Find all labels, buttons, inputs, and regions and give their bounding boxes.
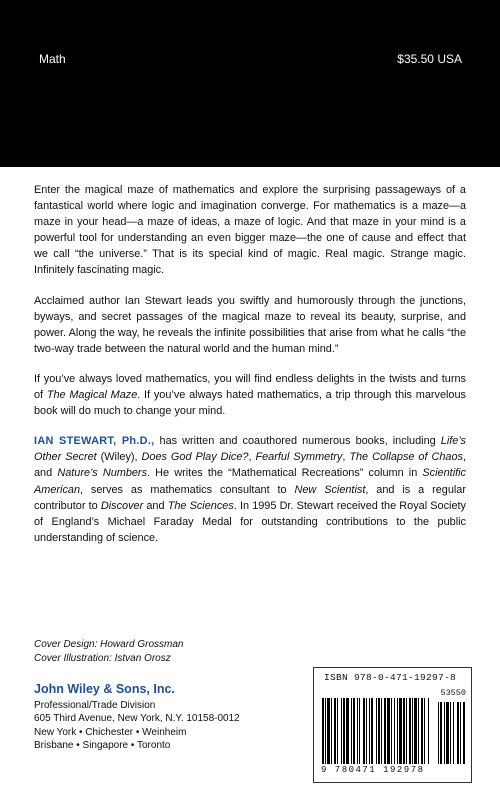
book-title: The Magical Maze [46, 389, 138, 402]
barcode-bar [418, 698, 419, 764]
publisher-block [34, 683, 240, 753]
author-name: IAN STEWART, Ph.D., [34, 435, 155, 448]
barcode-bar [366, 698, 367, 764]
barcode-bar [428, 698, 429, 764]
barcode-bar [334, 698, 336, 764]
publication-title: The Sciences [167, 499, 234, 512]
text-run: (Wiley), [96, 451, 142, 464]
book-title: Life’s Other Secret [34, 435, 466, 464]
cover-credits [34, 638, 184, 666]
barcode-bar [440, 702, 442, 764]
barcode-bar [463, 702, 465, 764]
book-title: Does God Play Dice? [141, 451, 249, 464]
barcode-bar [346, 698, 349, 764]
text-run: , and is a regular contributor to [34, 483, 466, 512]
barcode-bar [409, 698, 411, 764]
publisher-cities-2: Brisbane • Singapore • Toronto [34, 740, 171, 752]
paragraph-loved-hated [34, 371, 466, 419]
barcode-bar [453, 702, 454, 764]
publisher-division: Professional/Trade Division [34, 699, 156, 711]
barcode-bar [381, 698, 382, 764]
barcode-bar [399, 698, 402, 764]
book-title: Nature’s Numbers [57, 467, 148, 480]
barcode-bar [446, 702, 449, 764]
text-run: . He writes the “Mathematical Recreations” column in [147, 467, 423, 480]
barcode-bar [357, 698, 358, 764]
publisher-address: 605 Third Avenue, New York, N.Y. 10158-0012 [34, 713, 240, 725]
paragraph-intro: Enter the magical maze of mathematics and explore the surprising passageways of a fantastical world where logic and imagination converge. For mathematics is a maze—a maze in your head—a maze of ideas, a maze of logic. And that maze in your mind is a powerful tool for understanding an even bigger maze—the one of cause and effect that we call “the universe.” That is its special kind of magic. Real magic. Strange magic. Infinitely fascinating magic. [34, 184, 466, 277]
barcode-bar [384, 698, 386, 764]
isbn-label: ISBN 978-0-471-19297-8 [324, 672, 457, 683]
barcode-bar [363, 698, 365, 764]
cover-design-credit: Cover Design: Howard Grossman [34, 639, 184, 650]
barcode-bar [327, 698, 330, 764]
barcode-bar [421, 698, 423, 764]
barcode-bar [450, 702, 451, 764]
barcode-bar [424, 698, 425, 764]
back-cover-text [34, 182, 466, 564]
text-run: . In 1995 Dr. Stewart received the Royal Society of England’s Michael Faraday Medal for outstanding contributions to the public understanding of science. [34, 499, 466, 544]
barcode-bar [391, 698, 392, 764]
barcode-bar [414, 698, 417, 764]
barcode-bar [394, 698, 395, 764]
text-run: If you’ve always loved mathematics, you will find endless delights in the twists and turns of [34, 372, 466, 402]
barcode-bar [387, 698, 390, 764]
barcode-bar [343, 698, 345, 764]
text-run: , [248, 451, 256, 464]
barcode-bar [412, 698, 413, 764]
text-run: has written and coauthored numerous books, including [154, 435, 441, 448]
barcode-bar [406, 698, 407, 764]
barcode-bar [351, 698, 352, 764]
book-title: The Collapse of Chaos [349, 451, 463, 464]
barcode-bar [376, 698, 377, 764]
barcode-bar [353, 698, 355, 764]
barcode-bar [325, 698, 326, 764]
barcode-bar [403, 698, 405, 764]
barcode-bar [397, 698, 398, 764]
text-run: , [342, 451, 350, 464]
cover-illustration-credit: Cover Illustration: Istvan Orosz [34, 653, 171, 664]
price-label: $35.50 USA [397, 52, 462, 66]
paragraph-author-bio [34, 433, 466, 546]
text-run: and [143, 499, 168, 512]
barcode-bar [438, 702, 439, 764]
publication-title: Discover [100, 499, 144, 512]
barcode-bar [341, 698, 342, 764]
publication-title: New Scientist [294, 483, 366, 496]
top-band [0, 0, 500, 167]
barcode-bar [378, 698, 380, 764]
category-label: Math [39, 52, 66, 66]
publisher-name: John Wiley & Sons, Inc. [34, 682, 175, 696]
ean-digits: 9 780471 192978 [321, 765, 425, 775]
barcode-bar [337, 698, 338, 764]
price-code: 53550 [440, 688, 466, 698]
barcode-bar [322, 698, 324, 764]
barcode-bar [371, 698, 373, 764]
barcode-bar [460, 702, 461, 764]
barcode-box [313, 667, 472, 783]
barcode-bar [444, 702, 445, 764]
text-run: , serves as mathematics consultant to [80, 483, 295, 496]
book-title: Fearful Symmetry [255, 451, 343, 464]
barcode-bar [457, 702, 459, 764]
barcode-icon [320, 698, 466, 764]
barcode-bar [331, 698, 332, 764]
paragraph-author-leads: Acclaimed author Ian Stewart leads you swiftly and humorously through the junctions, byways, and secret passages of the magical maze to reveal its beauty, surprise, and power. Along the way, he reveals the infinite possibilities that arise from what he calls “the two-way trade between the natural world and the human mind.” [34, 294, 466, 355]
barcode-bar [369, 698, 370, 764]
publisher-cities-1: New York • Chichester • Weinheim [34, 726, 187, 738]
publication-title: Scientific American [34, 467, 467, 496]
text-run: . If you’ve always hated mathematics, a trip through this marvelous book will do much to change your mind. [34, 389, 466, 418]
barcode-bar [359, 698, 360, 764]
text-run: , and [34, 451, 466, 480]
